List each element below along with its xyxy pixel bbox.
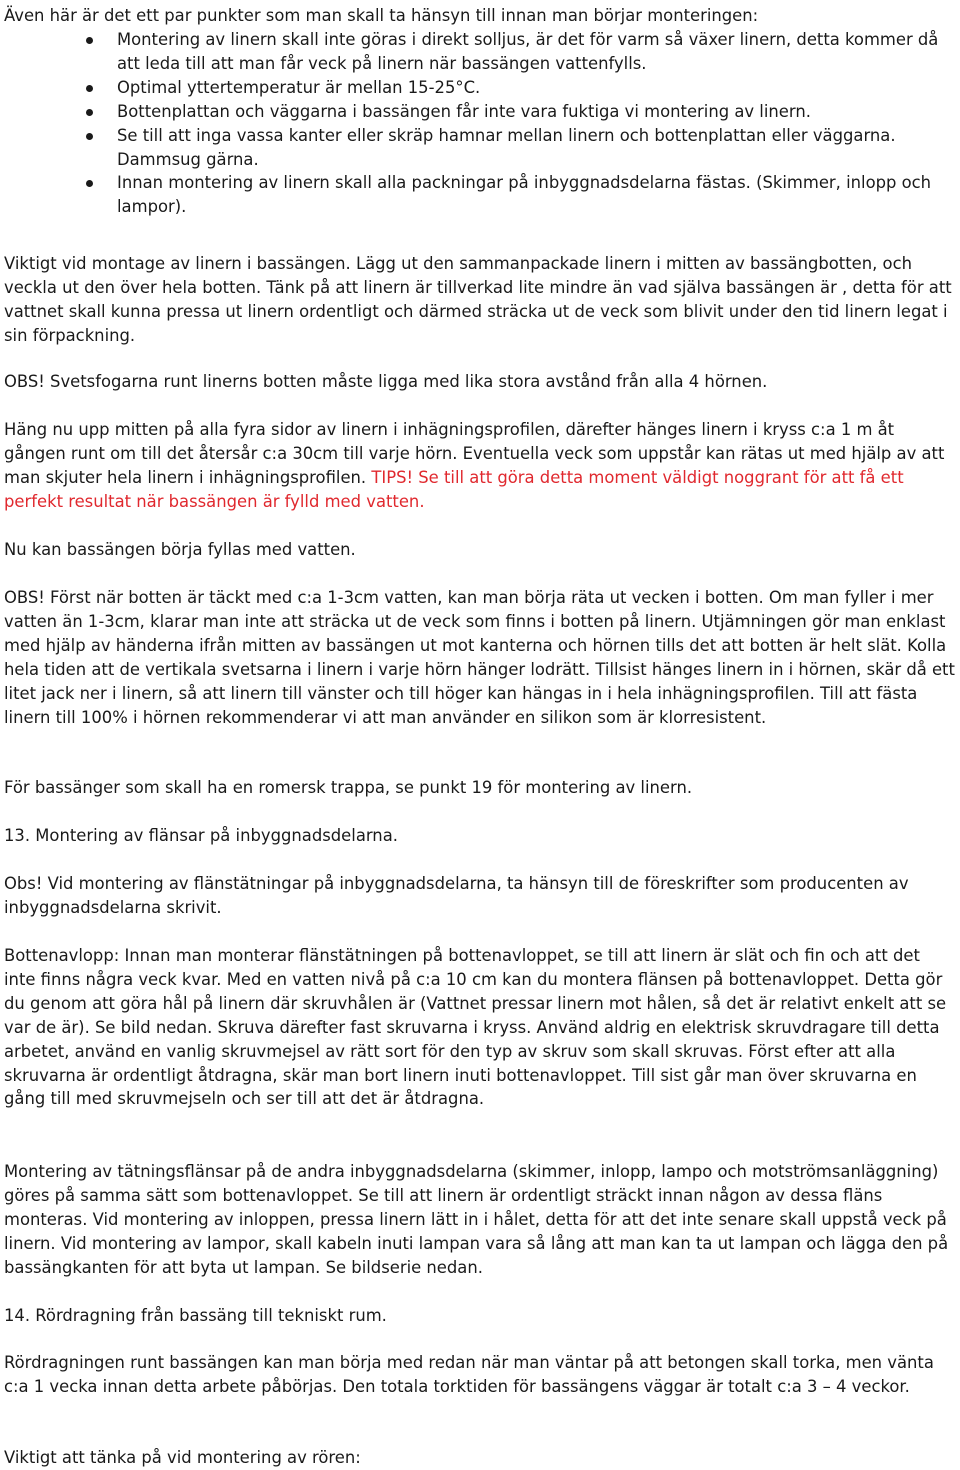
section-heading-14: 14. Rördragning från bassäng till tekniskt rum. bbox=[4, 1306, 387, 1325]
paragraph-pipe-routing: Rördragningen runt bassängen kan man börja med redan när man väntar på att betongen skall torka, men vänta c:a 1 vecka innan detta arbete påbörjas. Den totala torktiden för bassängens väggar är totalt c:a 3 – 4 veckor. bbox=[4, 1353, 934, 1396]
intro-text: Även här är det ett par punkter som man skall ta hänsyn till innan man börjar monteringen: bbox=[4, 6, 759, 25]
list-item-text: Se till att inga vassa kanter eller skräp hamnar mellan linern och bottenplattan eller väggarna. Dammsug gärna. bbox=[117, 125, 896, 169]
precaution-list bbox=[0, 28, 956, 219]
paragraph-liner-placement: Viktigt vid montage av linern i bassängen. Lägg ut den sammanpackade linern i mitten av bassängbotten, och veckla ut den över hela botten. Tänk på att linern är tillverkad lite mindre än vad själva bassängen är , detta för att vattnet skall kunna pressa ut linern ordentligt och därmed sträcka ut de veck som blivit under den tid linern legat i sin förpackning. bbox=[4, 254, 952, 345]
paragraph-hanging-liner bbox=[4, 418, 956, 514]
bullet-icon bbox=[86, 37, 93, 44]
list-item-text: Innan montering av linern skall alla packningar på inbyggnadsdelarna fästas. (Skimmer, inlopp och lampor). bbox=[117, 173, 932, 217]
list-item-text: Optimal yttertemperatur är mellan 15-25°C. bbox=[117, 77, 481, 97]
paragraph-obs-weld-seams: OBS! Svetsfogarna runt linerns botten måste ligga med lika stora avstånd från alla 4 hörnen. bbox=[4, 372, 768, 391]
list-item bbox=[0, 28, 956, 76]
paragraph-obs-flange-seals: Obs! Vid montering av flänstätningar på inbyggnadsdelarna, ta hänsyn till de föreskrifter som producenten av inbyggnadsdelarna skrivit. bbox=[4, 874, 909, 917]
bullet-icon bbox=[86, 85, 93, 92]
bullet-icon bbox=[86, 180, 93, 187]
paragraph-sealing-flanges: Montering av tätningsflänsar på de andra inbyggnadsdelarna (skimmer, inlopp, lampo och motströmsanläggning) göres på samma sätt som bottenavloppet. Se till att linern är ordentligt sträckt innan någon av dessa fläns monteras. Vid montering av inloppen, pressa linern lätt in i hålet, detta för att det inte senare skall uppstå veck på linern. Vid montering av lampor, skall kabeln inuti lampan vara så lång att man kan ta ut lampan och lägga den på bassängkanten för att byta ut lampan. Se bildserie nedan. bbox=[4, 1162, 949, 1277]
list-item-text: Bottenplattan och väggarna i bassängen får inte vara fuktiga vi montering av linern. bbox=[117, 101, 811, 121]
paragraph-pipe-notes: Viktigt att tänka på vid montering av rören: bbox=[4, 1448, 361, 1467]
list-item-text: Montering av linern skall inte göras i direkt solljus, är det för varm så växer linern, detta kommer då att leda till att man får veck på linern när bassängen vattenfylls. bbox=[117, 30, 939, 73]
list-item bbox=[0, 76, 956, 100]
list-item bbox=[0, 124, 956, 172]
hanging-text: Häng nu upp mitten på alla fyra sidor av linern i inhägningsprofilen, därefter hänges linern i kryss c:a 1 m åt gången runt om till det återsår c:a 30cm till varje hörn. Eventuella veck som uppstår kan rätas ut med hjälp av att man skjuter hela linern i inhägningsprofilen. bbox=[4, 420, 945, 487]
paragraph-fill-water: Nu kan bassängen börja fyllas med vatten. bbox=[4, 540, 356, 559]
paragraph-obs-smoothing: OBS! Först när botten är täckt med c:a 1-3cm vatten, kan man börja räta ut vecken i botten. Om man fyller i mer vatten än 1-3cm, klarar man inte att sträcka ut de veck som finns i botten på linern. Utjämningen gör man enklast med hjälp av händerna ifrån mitten av bassängen ut mot kanterna och hörnen tills det att botten är helt slät. Kolla hela tiden att de vertikala svetsarna i linern i varje hörn hänger lodrätt. Tillsist hänges linern in i hörnen, skär då ett litet jack ner i linern, så att linern till vänster och till höger kan hängas in i hela inhägningsprofilen. Till att fästa linern till 100% i hörnen rekommenderar vi att man använder en silikon som är klorresistent. bbox=[4, 588, 955, 727]
bullet-icon bbox=[86, 133, 93, 140]
list-item bbox=[0, 171, 956, 219]
bullet-icon bbox=[86, 109, 93, 116]
paragraph-roman-stairs: För bassänger som skall ha en romersk trappa, se punkt 19 för montering av linern. bbox=[4, 778, 693, 797]
section-heading-13: 13. Montering av flänsar på inbyggnadsdelarna. bbox=[4, 826, 398, 845]
paragraph-bottom-drain: Bottenavlopp: Innan man monterar flänstätningen på bottenavloppet, se till att linern är slät och fin och att det inte finns några veck kvar. Med en vatten nivå på c:a 10 cm kan du montera flänsen på bottenavloppet. Detta gör du genom att göra hål på linern där skruvhålen är (Vattnet pressar linern mot hålen, så det är relativt enkelt att se var de är). Se bild nedan. Skruva därefter fast skruvarna i kryss. Använd aldrig en elektrisk skruvdragare till detta arbetet, använd en vanlig skruvmejsel av rätt sort för den typ av skruv som skall skruvas. Först efter att alla skruvarna är ordentligt åtdragna, skär man bort linern inuti bottenavloppet. Till sist går man över skruvarna en gång till med skruvmejseln och ser till att det är åtdragna. bbox=[4, 946, 947, 1109]
list-item bbox=[0, 100, 956, 124]
tips-text: TIPS! Se till att göra detta moment väldigt noggrant för att få ett perfekt resultat när bassängen är fylld med vatten. bbox=[4, 467, 904, 511]
